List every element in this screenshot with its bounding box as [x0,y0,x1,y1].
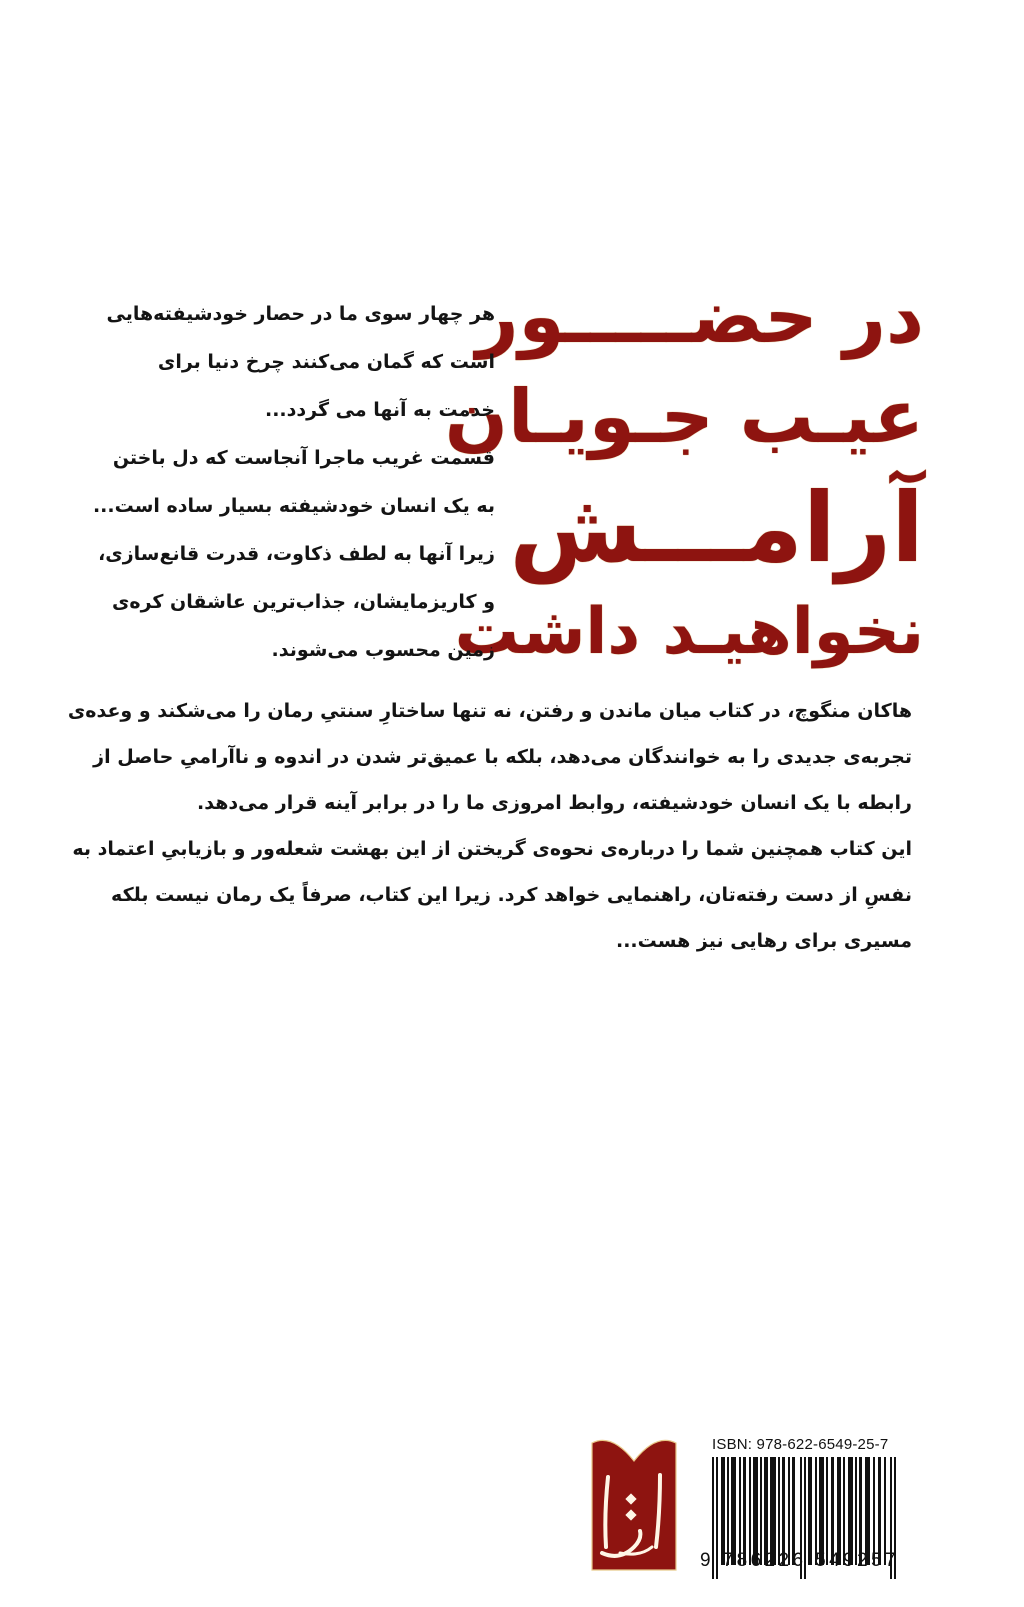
description-line: رابطه با یک انسان خودشیفته، روابط امروزی ما را در برابر آینه قرار می‌دهد. [197,792,912,814]
teaser-line: قسمت غریب ماجرا آنجاست که دل باختن [112,447,495,469]
teaser-line: زیرا آنها به لطف ذکاوت، قدرت قانع‌سازی، [98,543,495,565]
publisher-logo-icon [590,1435,678,1572]
teaser-line: است که گمان می‌کنند چرخ دنیا برای [157,351,495,373]
teaser-line: و کاریزمایشان، جذاب‌ترین عاشقان کره‌ی [111,591,495,613]
barcode-digits: 9 786226 549257 [700,1550,899,1571]
description-line: هاکان منگوچ، در کتاب میان ماندن و رفتن، نه تنها ساختارِ سنتیِ رمان را می‌شکند و وعده‌ی [67,700,912,722]
description-line: نفسِ از دست رفته‌تان، راهنمایی خواهد کرد. زیرا این کتاب، صرفاً یک رمان نیست بلکه [111,884,912,906]
teaser-paragraph [92,290,495,674]
title-line-1: در حضـــــور [475,274,924,360]
description-paragraph [67,688,912,964]
isbn-label: ISBN: 978-622-6549-25-7 [712,1436,889,1453]
teaser-line: خدمت به آنها می گردد... [265,399,495,421]
teaser-line: به یک انسان خودشیفته بسیار ساده است... [92,495,495,517]
title-line-2: عیـب جـویـان [444,374,924,460]
description-line: مسیری برای رهایی نیز هست... [615,930,912,952]
teaser-line: هر چهار سوی ما در حصار خودشیفته‌هایی [106,303,495,325]
description-line: تجربه‌ی جدیدی را به خوانندگان می‌دهد، بلکه با عمیق‌تر شدن در اندوه و ناآرامیِ حاصل از [93,746,912,768]
teaser-line: زمین محسوب می‌شوند. [271,639,495,661]
title-line-4: نخواهیـد داشت [454,595,924,669]
description-line: این کتاب همچنین شما را درباره‌ی نحوه‌ی گریختن از این بهشت شعله‌ور و بازیابیِ اعتماد به [72,838,912,860]
isbn-block [700,1436,912,1579]
book-title [444,274,924,680]
title-line-3: آرامـــش [509,472,924,584]
